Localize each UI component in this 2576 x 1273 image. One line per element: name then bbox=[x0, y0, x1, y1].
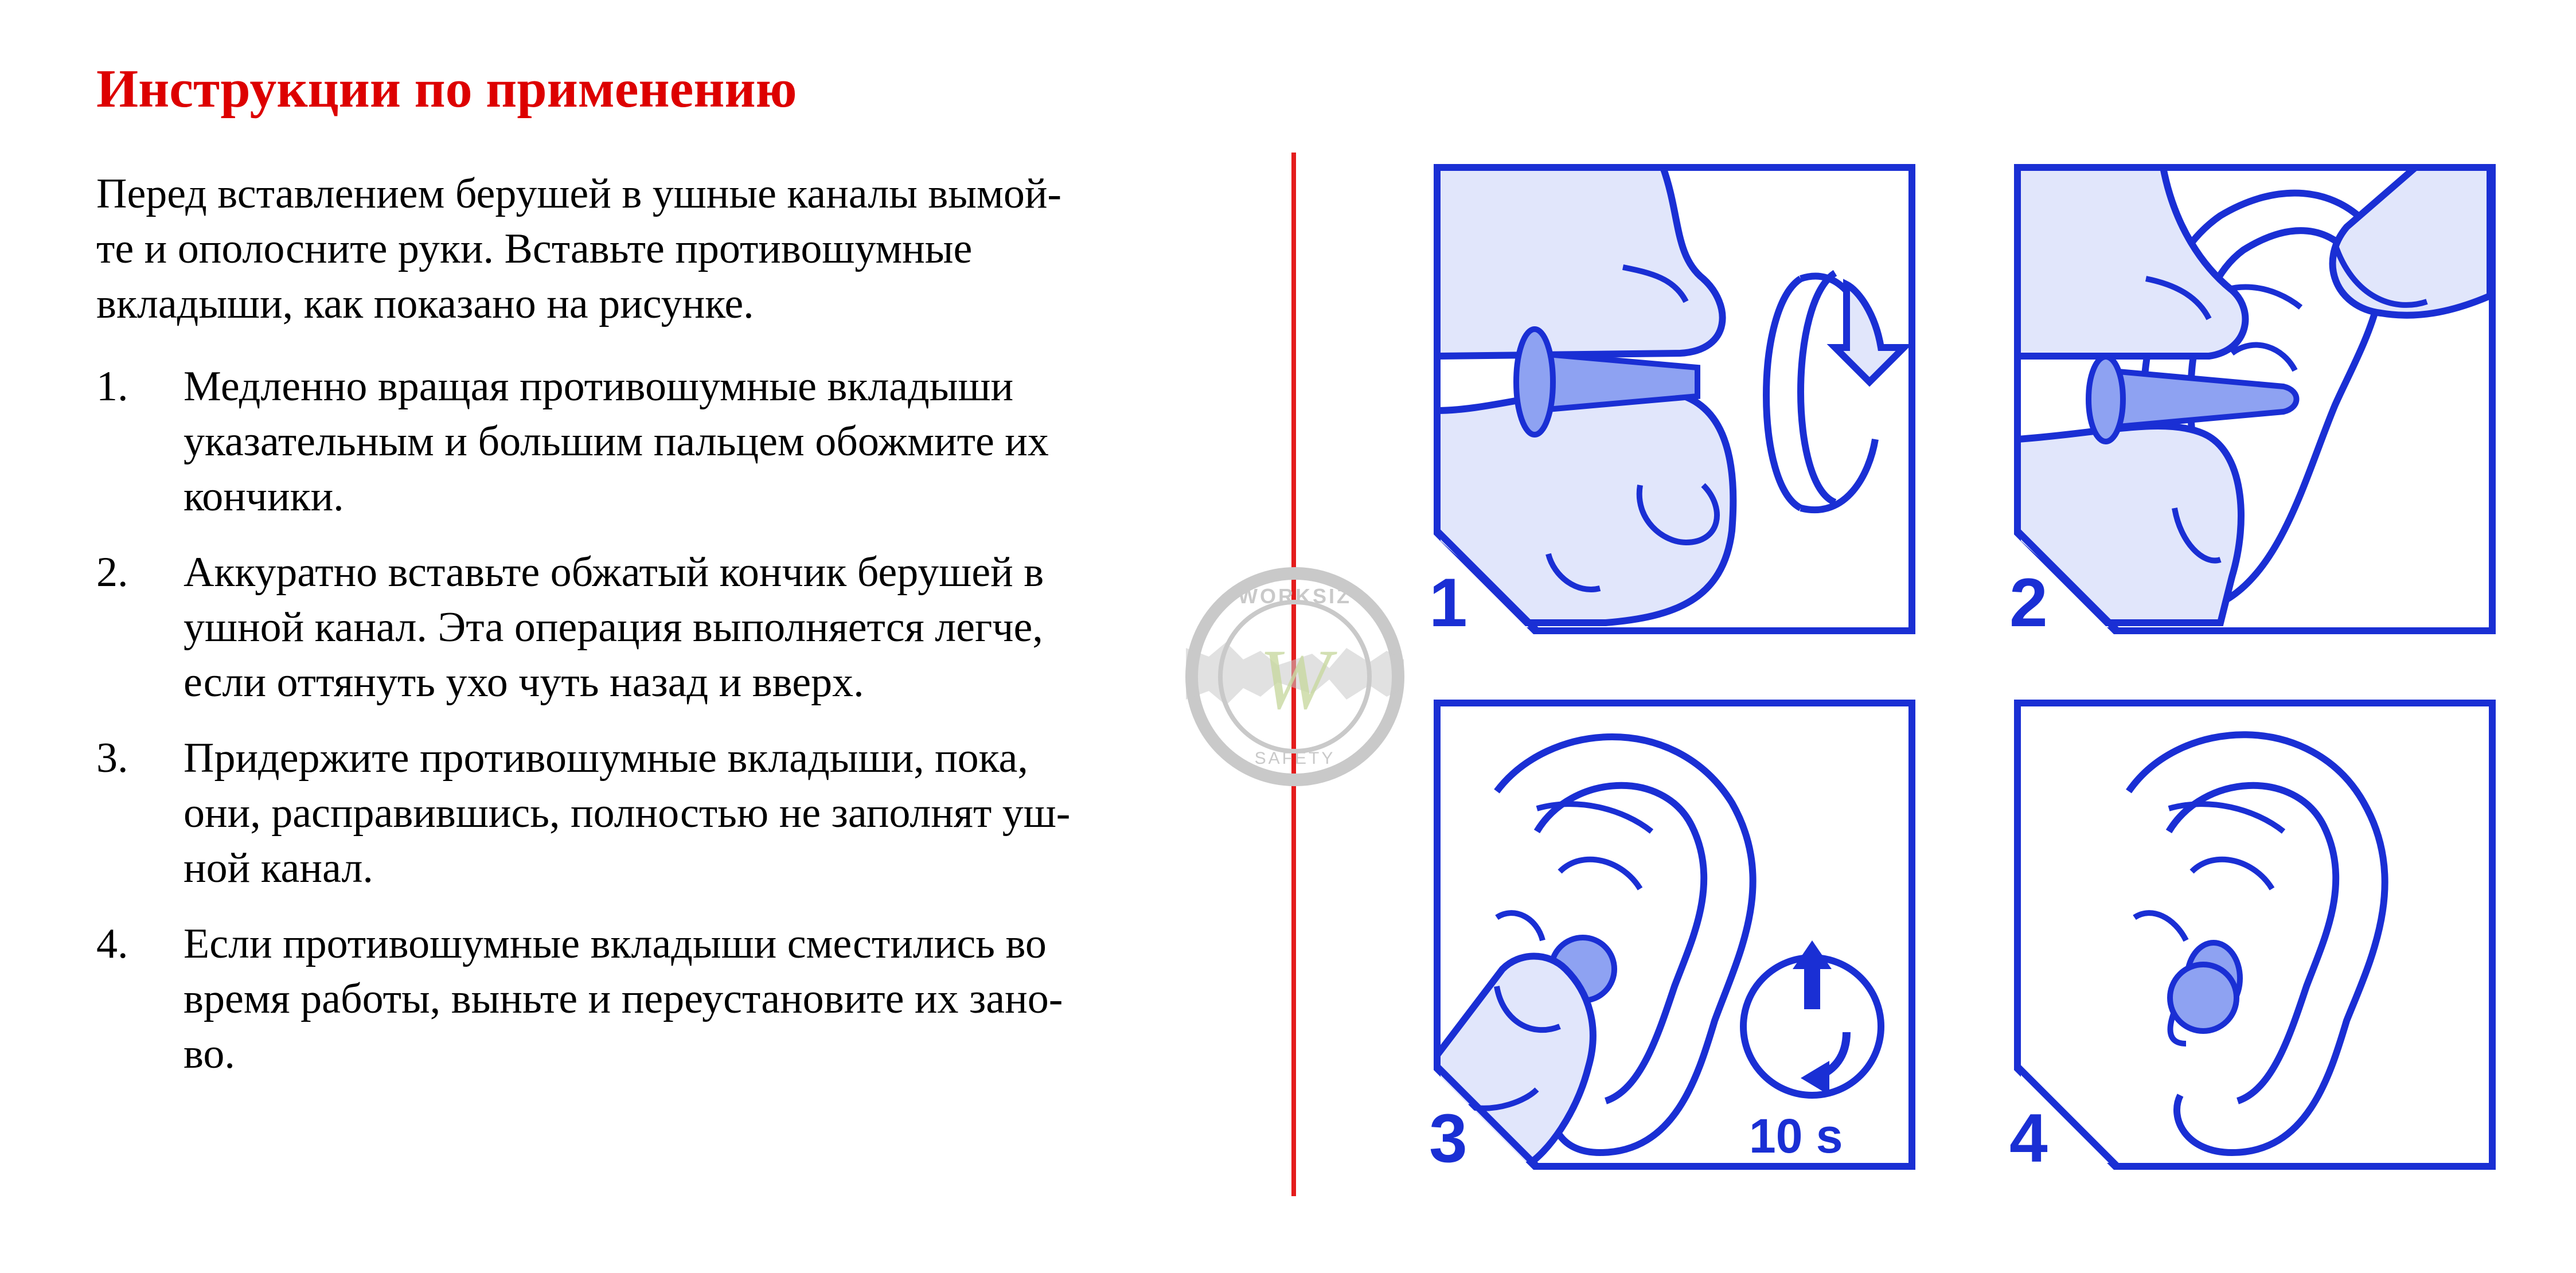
figure-4 bbox=[2009, 700, 2496, 1177]
figure-2 bbox=[2009, 164, 2496, 641]
fingers-rolling-earplug-icon bbox=[1437, 167, 1904, 623]
intro-line: вкладыши, как показано на рисунке. bbox=[96, 280, 754, 327]
figure-4-frame bbox=[2017, 703, 2492, 1166]
step-line: ушной канал. Эта операция выполняется легче, bbox=[184, 604, 1043, 651]
step-line: Если противошумные вкладыши сместились во bbox=[184, 920, 1047, 967]
earplug-seated-in-ear-icon bbox=[2129, 735, 2385, 1153]
step-line: Медленно вращая противошумные вкладыши bbox=[184, 363, 1014, 410]
step-line: во. bbox=[184, 1030, 235, 1077]
figure-label: 3 bbox=[1429, 1100, 1467, 1177]
step-number: 1. bbox=[96, 363, 128, 410]
step-line: кончики. bbox=[184, 473, 344, 520]
step-number: 3. bbox=[96, 735, 128, 782]
step-line: Аккуратно вставьте обжатый кончик берушей в bbox=[184, 549, 1044, 596]
page-title: Инструкции по применению bbox=[96, 59, 797, 119]
figure-label: 2 bbox=[2009, 564, 2048, 641]
step-line: время работы, выньте и переустановите их зано- bbox=[184, 975, 1063, 1022]
step-line: они, расправившись, полностью не заполнят уш- bbox=[184, 790, 1071, 837]
step-line: если оттянуть ухо чуть назад и вверх. bbox=[184, 659, 864, 706]
holding-earplug-in-ear-icon bbox=[1437, 737, 1881, 1166]
step-line: ной канал. bbox=[184, 845, 373, 892]
figure-label: 4 bbox=[2009, 1100, 2048, 1177]
watermark-bottom-text: SAFETY bbox=[1254, 749, 1336, 768]
watermark-top-text: WORKSIZ bbox=[1238, 584, 1352, 608]
step-number: 2. bbox=[96, 549, 128, 596]
step-line: указательным и большим пальцем обожмите их bbox=[184, 418, 1049, 465]
intro-line: Перед вставлением берушей в ушные каналы вымой- bbox=[96, 170, 1062, 217]
step-number: 4. bbox=[96, 920, 128, 967]
step-line: Придержите противошумные вкладыши, пока, bbox=[184, 735, 1028, 782]
intro-line: те и ополосните руки. Вставьте противошумные bbox=[96, 225, 973, 272]
figure-1 bbox=[1429, 164, 1915, 641]
figure-label: 1 bbox=[1429, 564, 1467, 641]
timer-label: 10 s bbox=[1749, 1109, 1843, 1163]
watermark-letter: W bbox=[1259, 632, 1331, 727]
timer-up-arrow bbox=[1793, 940, 1832, 1009]
inserting-earplug-into-ear-icon bbox=[2017, 167, 2490, 623]
figure-3 bbox=[1429, 700, 1915, 1177]
